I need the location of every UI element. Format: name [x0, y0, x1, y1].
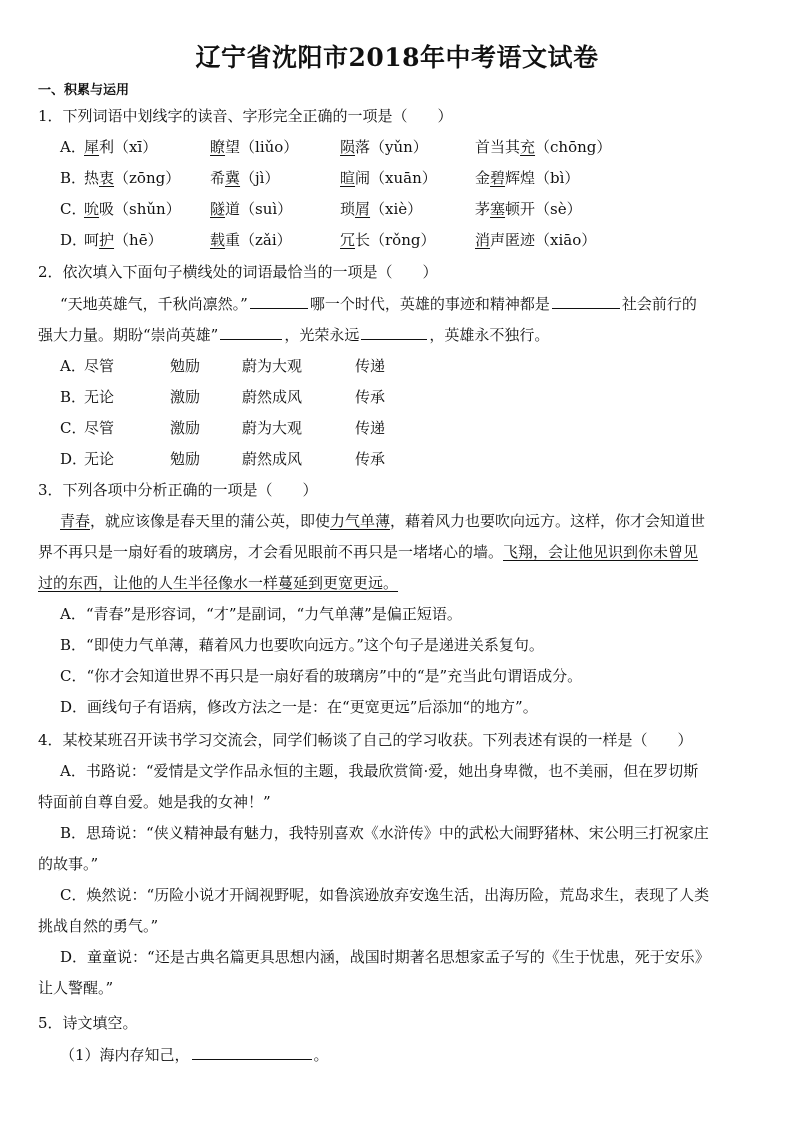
underlined-character: 冀: [225, 169, 241, 187]
word-choice: 传承: [355, 388, 386, 406]
underlined-text: 飞翔，会让他见识到你未曾见: [503, 543, 699, 561]
word-choice: 勉励: [170, 357, 201, 375]
underlined-text: 过的东西，让他的人生半径像水一样蔓延到更宽更远。: [38, 574, 399, 592]
option-label: B．: [60, 169, 87, 187]
word-choice: [84, 229, 163, 251]
passage-text: 哪一个时代，英雄的事迹和精神都是: [309, 295, 550, 313]
word-choice: [475, 198, 582, 220]
word-choice: 尽管: [84, 357, 115, 375]
fill-blank: [192, 1043, 312, 1060]
question-3-option-b: B．“即使力气单薄，藉着风力也要吹向远方。”这个句子是递进关系复句。: [60, 636, 544, 654]
fill-blank: [552, 292, 620, 309]
underlined-character: 屑: [355, 200, 371, 218]
question-4-option-d-line-1: D．童童说：“还是古典名篇更具思想内涵，战国时期著名思想家孟子写的《生于忧患，死于安乐》: [60, 948, 710, 966]
question-4-option-a-line-1: A．书路说：“爱情是文学作品永恒的主题，我最欣赏简·爱，她出身卑微，也不美丽，但在罗切斯: [60, 762, 699, 780]
word-choice: 尽管: [84, 419, 115, 437]
word-choice: [475, 229, 596, 251]
fill-blank: [361, 323, 427, 340]
word-text: 顿开（sè）: [505, 200, 582, 218]
word-choice: 蔚然成风: [242, 388, 303, 406]
passage-text: 强大力量。期盼“崇尚英雄”: [38, 326, 219, 344]
question-3-passage-line-2: [38, 541, 698, 563]
word-text: 呵: [84, 231, 100, 249]
underlined-character: 消: [475, 231, 491, 249]
question-4-option-c-line-2: 挑战自然的勇气。”: [38, 917, 159, 935]
word-choice: [475, 167, 579, 189]
word-choice: 无论: [84, 450, 115, 468]
underlined-character: 冗: [340, 231, 356, 249]
underlined-character: 充: [520, 138, 536, 156]
word-text: 利（xī）: [99, 138, 158, 156]
passage-text: ，英雄永不独行。: [429, 326, 550, 344]
question-3-passage-line-3: [38, 572, 398, 594]
word-choice: [340, 198, 422, 220]
word-choice: 激励: [170, 419, 201, 437]
word-text: 热: [84, 169, 100, 187]
option-label: C．: [60, 200, 87, 218]
word-text: 声匿迹（xiāo）: [490, 231, 597, 249]
word-text: 琐: [340, 200, 356, 218]
poem-line: （1）海内存知己，: [60, 1046, 190, 1064]
word-text: 望（liǔo）: [225, 138, 299, 156]
word-text: （xiè）: [370, 200, 423, 218]
underlined-character: 吮: [84, 200, 100, 218]
word-text: （chōng）: [535, 138, 612, 156]
word-choice: [340, 229, 435, 251]
word-text: 落（yǔn）: [355, 138, 428, 156]
underlined-character: 护: [99, 231, 115, 249]
underlined-character: 瞭: [210, 138, 226, 156]
question-3-option-a: A．“青春”是形容词，“才”是副词，“力气单薄”是偏正短语。: [60, 605, 462, 623]
section-heading: 一、积累与运用: [38, 83, 130, 98]
word-choice: [340, 136, 428, 158]
option-label: B．: [60, 388, 87, 406]
word-text: 重（zǎi）: [225, 231, 292, 249]
word-choice: 蔚为大观: [242, 419, 303, 437]
question-5-stem: 5．诗文填空。: [38, 1014, 138, 1032]
word-choice: [84, 136, 157, 158]
question-3-stem: 3．下列各项中分析正确的一项是（ ）: [38, 481, 318, 499]
word-text: 首当其: [475, 138, 521, 156]
word-text: 金: [475, 169, 491, 187]
question-4-option-c-line-1: C．焕然说：“历险小说才开阔视野呢，如鲁滨逊放弃安逸生活，出海历险，荒岛求生，表现了人类: [60, 886, 710, 904]
question-3-option-d: D．画线句子有语病，修改方法之一是：在“更宽更远”后添加“的地方”。: [60, 698, 538, 716]
page-title: 辽宁省沈阳市2018年中考语文试卷: [195, 43, 599, 72]
question-4-option-b-line-2: 的故事。”: [38, 855, 99, 873]
question-2-passage-line-1: [60, 292, 697, 315]
passage-text: ，藉着风力也要吹向远方。这样，你才会知道世: [390, 512, 706, 530]
passage-text: ，光荣永远: [284, 326, 360, 344]
word-choice: 传递: [355, 419, 386, 437]
underlined-character: 塞: [490, 200, 506, 218]
word-choice: 蔚为大观: [242, 357, 303, 375]
question-1-stem: 1．下列词语中划线字的读音、字形完全正确的一项是（ ）: [38, 107, 453, 125]
word-choice: [210, 229, 292, 251]
word-text: 吸（shǔn）: [99, 200, 181, 218]
word-choice: [84, 167, 180, 189]
word-choice: [475, 136, 611, 158]
question-4-option-d-line-2: 让人警醒。”: [38, 979, 114, 997]
word-choice: 勉励: [170, 450, 201, 468]
question-3-passage-line-1: [60, 510, 705, 532]
passage-text: 社会前行的: [621, 295, 697, 313]
passage-text: “天地英雄气，千秋尚凛然。”: [60, 295, 248, 313]
word-text: 辉煌（bì）: [505, 169, 580, 187]
word-text: 闹（xuān）: [355, 169, 437, 187]
underlined-character: 载: [210, 231, 226, 249]
word-choice: 无论: [84, 388, 115, 406]
word-text: 道（suì）: [225, 200, 293, 218]
word-choice: [210, 167, 279, 189]
word-choice: [84, 198, 181, 220]
option-label: A．: [60, 357, 86, 375]
word-text: （zōng）: [114, 169, 181, 187]
poem-line-end: 。: [313, 1046, 329, 1064]
question-3-option-c: C．“你才会知道世界不再只是一扇好看的玻璃房”中的“是”充当此句谓语成分。: [60, 667, 583, 685]
option-label: D．: [60, 231, 88, 249]
word-text: 茅: [475, 200, 491, 218]
passage-text: ，就应该像是春天里的蒲公英，即使: [90, 512, 331, 530]
option-label: D．: [60, 450, 88, 468]
fill-blank: [250, 292, 308, 309]
question-4-stem: 4．某校某班召开读书学习交流会，同学们畅谈了自己的学习收获。下列表述有误的一样是（ ）: [38, 731, 693, 749]
underlined-character: 暄: [340, 169, 356, 187]
word-choice: [210, 198, 292, 220]
underlined-text: 青春: [60, 512, 91, 530]
word-choice: 传承: [355, 450, 386, 468]
question-4-option-a-line-2: 特面前自尊自爱。她是我的女神！”: [38, 793, 271, 811]
question-5-item-1: [60, 1043, 329, 1066]
question-4-option-b-line-1: B．思琦说：“侠义精神最有魅力，我特别喜欢《水浒传》中的武松大闹野猪林、宋公明三打祝家庄: [60, 824, 709, 842]
option-label: C．: [60, 419, 87, 437]
underlined-character: 陨: [340, 138, 356, 156]
fill-blank: [220, 323, 282, 340]
word-choice: 激励: [170, 388, 201, 406]
question-2-stem: 2．依次填入下面句子横线处的词语最恰当的一项是（ ）: [38, 263, 438, 281]
underlined-character: 犀: [84, 138, 100, 156]
word-choice: 传递: [355, 357, 386, 375]
word-choice: [340, 167, 437, 189]
passage-text: 界不再只是一扇好看的玻璃房，才会看见眼前不再只是一堵堵心的墙。: [38, 543, 504, 561]
underlined-text: 力气单薄: [330, 512, 391, 530]
underlined-character: 碧: [490, 169, 506, 187]
word-choice: [210, 136, 298, 158]
word-text: 长（rǒng）: [355, 231, 436, 249]
word-choice: 蔚然成风: [242, 450, 303, 468]
underlined-character: 衷: [99, 169, 115, 187]
word-text: （hē）: [114, 231, 163, 249]
underlined-character: 隧: [210, 200, 226, 218]
word-text: （jì）: [240, 169, 280, 187]
question-2-passage-line-2: [38, 323, 549, 346]
word-text: 希: [210, 169, 226, 187]
option-label: A．: [60, 138, 86, 156]
